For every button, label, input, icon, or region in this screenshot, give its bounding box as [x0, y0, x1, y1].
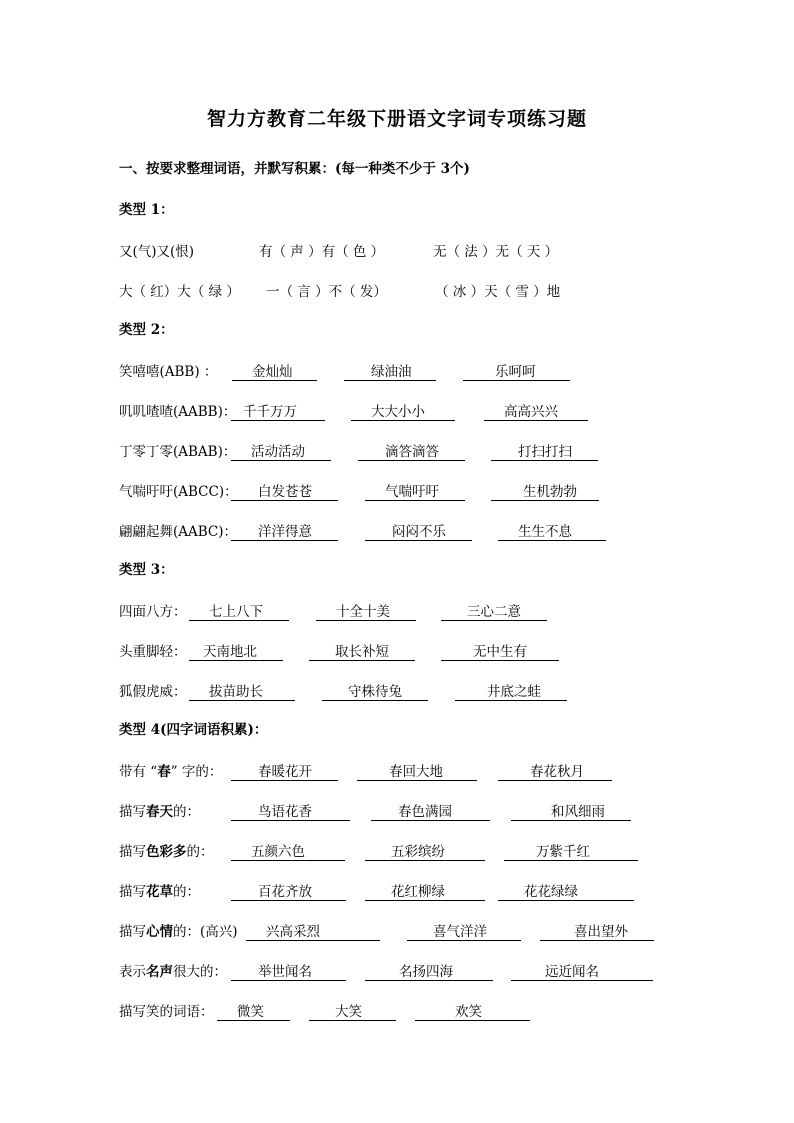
type-1-row-1-item-2: 有（ 声 ）有（ 色 ）: [259, 244, 385, 260]
type-2-label: 类型 2：: [119, 322, 174, 338]
type-4-row-1-item-2: 春回大地: [357, 760, 477, 781]
type-4-row-7: [119, 1000, 719, 1020]
type-3-row-1-item-2: 十全十美: [316, 600, 416, 621]
type-4-row-6: [119, 960, 719, 980]
type-2-row-3-label: 丁零丁零(ABAB)：: [119, 444, 237, 460]
type-4-row-5-item-1: 兴高采烈: [246, 920, 380, 941]
type-4-row-7-item-1: 微笑: [217, 1000, 290, 1021]
type-3-row-1-item-1: 七上八下: [189, 600, 289, 621]
type-4-row-2-item-2: 春色满园: [371, 800, 490, 821]
type-1-row-2-item-1: 大（ 红）大（ 绿 ）: [119, 284, 240, 300]
type-3-row-2-label: 头重脚轻：: [119, 644, 187, 660]
type-3-row-1-label: 四面八方：: [119, 604, 187, 620]
type-2-row-5-item-2: 闷闷不乐: [365, 520, 472, 541]
type-3-row-2-item-3: 无中生有: [441, 640, 559, 661]
type-4-row-2-item-1: 鸟语花香: [231, 800, 350, 821]
page-title: 智力方教育二年级下册语文字词专项练习题: [206, 108, 587, 130]
type-2-row-1-item-1: 金灿灿: [232, 360, 317, 381]
type-4-row-2-item-3: 和风细雨: [511, 800, 631, 821]
type-2-row-2-item-3: 高高兴兴: [484, 400, 588, 421]
type-2-row-2-label: 叽叽喳喳(AABB)：: [119, 404, 237, 420]
type-4-row-3-item-2: 五彩缤纷: [365, 840, 485, 861]
type-4-row-5-label: 描写心情的：(高兴): [119, 924, 238, 940]
type-3-row-2-item-1: 天南地北: [189, 640, 283, 661]
type-4-row-7-item-2: 大笑: [309, 1000, 396, 1021]
type-2-row-4-item-2: 气喘吁吁: [365, 480, 465, 501]
type-4-row-4-item-2: 花红柳绿: [365, 880, 485, 901]
type-2-row-5: [119, 520, 719, 540]
type-4-row-7-item-3: 欢笑: [415, 1000, 530, 1021]
type-2-row-3-item-3: 打扫打扫: [491, 440, 598, 461]
type-4-row-6-item-2: 名扬四海: [365, 960, 493, 981]
type-4-row-3-label: 描写色彩多的：: [119, 844, 214, 860]
type-2-row-4-item-1: 白发苍苍: [231, 480, 338, 501]
type-4-row-1-label: 带有 “春” 字的：: [119, 764, 223, 780]
type-4-row-2-label: 描写春天的：: [119, 804, 200, 820]
type-1-row-2-item-3: （ 冰 ）天（ 雪 ）地: [435, 284, 561, 300]
type-4-row-2: [119, 800, 719, 820]
type-4-row-6-item-1: 举世闻名: [231, 960, 346, 981]
type-2-row-2-item-1: 千千万万: [231, 400, 325, 421]
type-4-row-7-label: 描写笑的词语：: [119, 1004, 214, 1020]
type-4-row-5-item-3: 喜出望外: [540, 920, 654, 941]
type-1-row-1-item-1: 又(气)又(恨): [119, 244, 195, 260]
type-2-row-1-label: 笑嘻嘻(ABB) ：: [119, 364, 218, 380]
type-2-row-1: [119, 360, 719, 380]
type-2-row-4-item-3: 生机勃勃: [491, 480, 599, 501]
type-2-row-4: [119, 480, 719, 500]
type-1-row-1: [119, 240, 719, 260]
type-4-row-4-label: 描写花草的：: [119, 884, 200, 900]
type-4-row-3-item-3: 万紫千红: [504, 840, 638, 861]
type-4-row-1-item-3: 春花秋月: [498, 760, 612, 781]
type-2-row-3-item-1: 活动活动: [231, 440, 331, 461]
type-4-row-3: [119, 840, 719, 860]
type-3-row-2: [119, 640, 719, 660]
type-2-row-2-item-2: 大大小小: [351, 400, 455, 421]
type-3-row-1-item-3: 三心二意: [441, 600, 547, 621]
type-2-row-1-item-3: 乐呵呵: [463, 360, 570, 381]
type-3-row-3-item-1: 拔苗助长: [189, 680, 295, 701]
type-4-row-5: [119, 920, 719, 940]
type-2-row-3-item-2: 滴答滴答: [358, 440, 465, 461]
type-3-label: 类型 3：: [119, 562, 174, 578]
type-3-row-3-item-2: 守株待兔: [322, 680, 428, 701]
type-3-row-3-label: 狐假虎威：: [119, 684, 187, 700]
type-2-row-5-item-3: 生生不息: [498, 520, 606, 541]
type-3-row-2-item-2: 取长补短: [309, 640, 415, 661]
type-1-row-1-item-3: 无（ 法 ）无（ 天 ）: [433, 244, 559, 260]
section-1-heading: 一、按要求整理词语，并默写积累：(每一种类不少于 3个): [119, 161, 470, 177]
type-3-row-3: [119, 680, 719, 700]
type-2-row-5-item-1: 洋洋得意: [231, 520, 338, 541]
type-4-row-1: [119, 760, 719, 780]
type-3-row-1: [119, 600, 719, 620]
type-2-row-4-label: 气喘吁吁(ABCC)：: [119, 484, 238, 500]
type-3-row-3-item-3: 井底之蛙: [455, 680, 567, 701]
type-4-row-5-item-2: 喜气洋洋: [407, 920, 521, 941]
type-2-row-2: [119, 400, 719, 420]
type-4-label: 类型 4(四字词语积累)：: [119, 722, 268, 738]
type-2-row-5-label: 翩翩起舞(AABC)：: [119, 524, 238, 540]
type-1-row-2: [119, 280, 719, 300]
type-1-label: 类型 1：: [119, 202, 174, 218]
type-2-row-3: [119, 440, 719, 460]
type-4-row-4-item-3: 花花绿绿: [498, 880, 634, 901]
type-4-row-1-item-1: 春暖花开: [231, 760, 338, 781]
type-4-row-4: [119, 880, 719, 900]
type-4-row-4-item-1: 百花齐放: [231, 880, 346, 901]
type-4-row-6-item-3: 远近闻名: [511, 960, 653, 981]
type-4-row-6-label: 表示名声很大的：: [119, 964, 227, 980]
type-1-row-2-item-2: 一（ 言 ）不（ 发）: [266, 284, 387, 300]
type-4-row-3-item-1: 五颜六色: [231, 840, 345, 861]
type-2-row-1-item-2: 绿油油: [344, 360, 436, 381]
